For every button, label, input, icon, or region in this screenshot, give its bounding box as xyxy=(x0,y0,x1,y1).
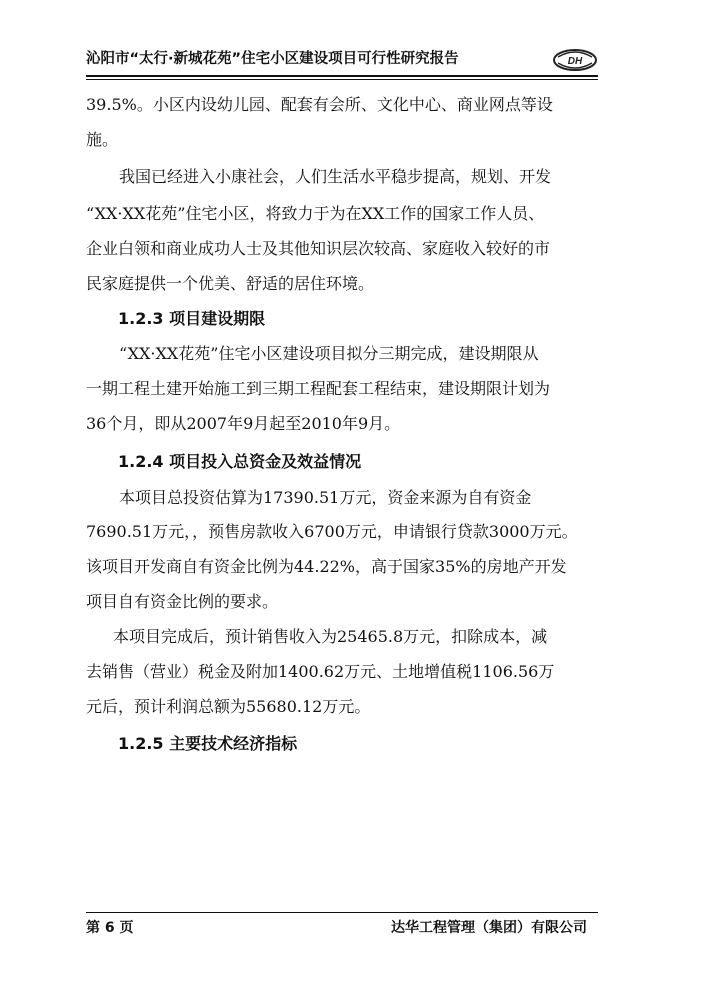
body-line: 去销售（营业）税金及附加1400.62万元、土地增值税1106.56万 xyxy=(86,662,555,681)
header-rule-thin xyxy=(86,79,598,80)
body-line: 项目自有资金比例的要求。 xyxy=(86,592,279,611)
body-line: 一期工程土建开始施工到三期工程配套工程结束，建设期限计划为 xyxy=(86,379,551,398)
body-line: “XX·XX花苑”住宅小区，将致力于为在XX工作的国家工作人员、 xyxy=(86,204,545,223)
body-line: 7690.51万元，，预售房款收入6700万元，申请银行贷款3000万元。 xyxy=(86,522,578,541)
logo-text: DH xyxy=(567,56,583,67)
body-line: 元后，预计利润总额为55680.12万元。 xyxy=(86,697,371,716)
body-line: 企业白领和商业成功人士及其他知识层次较高、家庭收入较好的市 xyxy=(86,239,551,258)
body-line: 民家庭提供一个优美、舒适的居住环境。 xyxy=(86,274,375,293)
section-heading-1-2-3: 1.2.3 项目建设期限 xyxy=(118,309,266,328)
company-logo xyxy=(552,48,598,72)
page-header xyxy=(86,50,598,72)
body-line: 该项目开发商自有资金比例为44.22%，高于国家35%的房地产开发 xyxy=(86,557,567,576)
body-line: 我国已经进入小康社会，人们生活水平稳步提高，规划、开发 xyxy=(119,167,552,186)
section-heading-1-2-5: 1.2.5 主要技术经济指标 xyxy=(118,734,298,753)
header-rule xyxy=(86,75,598,77)
body-line: 36个月，即从2007年9月起至2010年9月。 xyxy=(86,414,401,433)
body-line: 施。 xyxy=(86,130,119,149)
body-line: 39.5%。小区内设幼儿园、配套有会所、文化中心、商业网点等设 xyxy=(86,95,553,114)
footer-rule xyxy=(86,912,598,913)
report-title: 沁阳市“太行·新城花苑”住宅小区建设项目可行性研究报告 xyxy=(86,51,459,67)
body-line: “XX·XX花苑”住宅小区建设项目拟分三期完成，建设期限从 xyxy=(119,344,539,363)
page-number: 第 6 页 xyxy=(86,920,134,936)
body-line: 本项目总投资估算为17390.51万元，资金来源为自有资金 xyxy=(119,488,532,507)
company-name: 达华工程管理（集团）有限公司 xyxy=(391,920,587,936)
section-heading-1-2-4: 1.2.4 项目投入总资金及效益情况 xyxy=(118,452,362,471)
body-line: 本项目完成后，预计销售收入为25465.8万元，扣除成本，减 xyxy=(113,627,548,646)
